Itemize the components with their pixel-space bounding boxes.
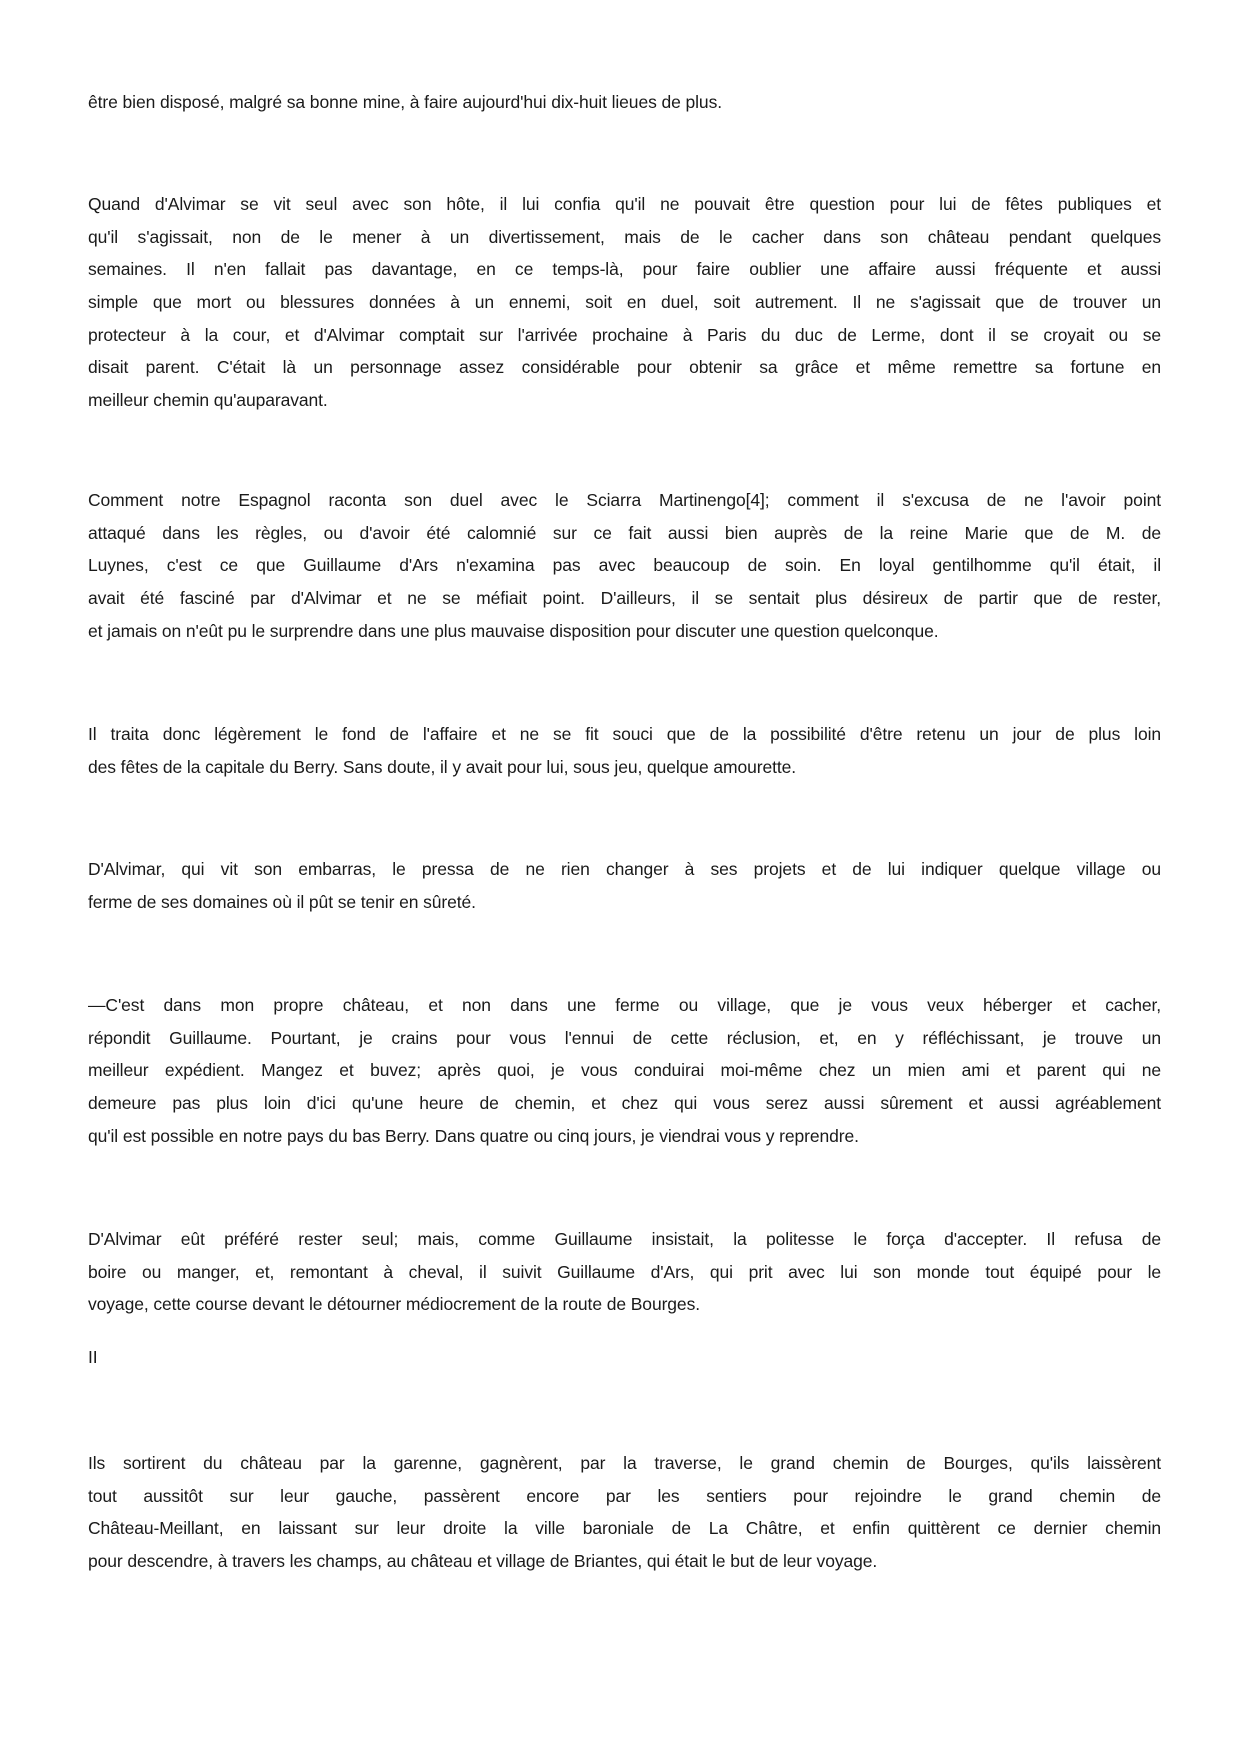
paragraph [88,1223,1161,1321]
text-line: pour descendre, à travers les champs, au château et village de Briantes, qui était le but de leur voyage. [88,1551,878,1572]
paragraph [88,1447,1161,1578]
text-line: Comment notre Espagnol raconta son duel avec le Sciarra Martinengo[4]; comment il s'excusa de ne l'avoir point [88,490,1161,510]
paragraph [88,989,1161,1152]
text-line: Quand d'Alvimar se vit seul avec son hôte, il lui confia qu'il ne pouvait être question pour lui de fêtes publiques et [88,194,1161,214]
text-line: Il traita donc légèrement le fond de l'affaire et ne se fit souci que de la possibilité d'être retenu un jour de plus loin [88,724,1161,744]
text-line: répondit Guillaume. Pourtant, je crains pour vous l'ennui de cette réclusion, et, en y réfléchissant, je trouve un [88,1027,1161,1048]
text-line: être bien disposé, malgré sa bonne mine, à faire aujourd'hui dix-huit lieues de plus. [88,92,722,112]
paragraph [88,188,1161,417]
text-line: semaines. Il n'en fallait pas davantage, en ce temps-là, pour faire oublier une affaire aussi fréquente et aussi [88,259,1161,280]
text-line: avait été fasciné par d'Alvimar et ne se méfiait point. D'ailleurs, il se sentait plus désireux de partir que de rester, [88,588,1161,609]
text-line: Ils sortirent du château par la garenne, gagnèrent, par la traverse, le grand chemin de Bourges, qu'ils laissèrent [88,1453,1161,1473]
text-line: voyage, cette course devant le détourner médiocrement de la route de Bourges. [88,1294,700,1315]
text-line: boire ou manger, et, remontant à cheval, il suivit Guillaume d'Ars, qui prit avec lui son monde tout équipé pour le [88,1261,1161,1282]
text-line: II [88,1347,98,1367]
text-line: D'Alvimar, qui vit son embarras, le pressa de ne rien changer à ses projets et de lui indiquer quelque village ou [88,859,1161,879]
text-line: tout aussitôt sur leur gauche, passèrent encore par les sentiers pour rejoindre le grand chemin de [88,1485,1161,1506]
text-line: —C'est dans mon propre château, et non dans une ferme ou village, que je vous veux héberger et cacher, [88,995,1161,1015]
text-line: meilleur expédient. Mangez et buvez; après quoi, je vous conduirai moi-même chez un mien ami et parent qui ne [88,1060,1161,1081]
text-line: simple que mort ou blessures données à un ennemi, soit en duel, soit autrement. Il ne s'agissait que de trouver un [88,292,1161,313]
text-line: Luynes, c'est ce que Guillaume d'Ars n'examina pas avec beaucoup de soin. En loyal gentilhomme qu'il était, il [88,555,1161,576]
text-line: protecteur à la cour, et d'Alvimar comptait sur l'arrivée prochaine à Paris du duc de Lerme, dont il se croyait ou se [88,324,1161,345]
text-line: ferme de ses domaines où il pût se tenir en sûreté. [88,891,476,912]
paragraph [88,484,1161,647]
chapter-heading [88,1341,1161,1374]
text-line: qu'il s'agissait, non de le mener à un divertissement, mais de le cacher dans son château pendant quelques [88,226,1161,247]
text-line: qu'il est possible en notre pays du bas Berry. Dans quatre ou cinq jours, je viendrai vous y reprendre. [88,1125,859,1146]
text-line: des fêtes de la capitale du Berry. Sans doute, il y avait pour lui, sous jeu, quelque amourette. [88,756,797,777]
paragraph [88,718,1161,783]
text-line: Château-Meillant, en laissant sur leur droite la ville baroniale de La Châtre, et enfin quittèrent ce dernier chemin [88,1518,1161,1539]
text-line: et jamais on n'eût pu le surprendre dans une plus mauvaise disposition pour discuter une question quelconque. [88,620,939,641]
text-line: D'Alvimar eût préféré rester seul; mais, comme Guillaume insistait, la politesse le força d'accepter. Il refusa de [88,1229,1161,1249]
text-line: meilleur chemin qu'auparavant. [88,390,328,411]
text-line: disait parent. C'était là un personnage assez considérable pour obtenir sa grâce et même remettre sa fortune en [88,357,1161,378]
paragraph [88,853,1161,918]
text-line: attaqué dans les règles, ou d'avoir été calomnié sur ce fait aussi bien auprès de la reine Marie que de M. de [88,522,1161,543]
text-line: demeure pas plus loin d'ici qu'une heure de chemin, et chez qui vous serez aussi sûrement et aussi agréablement [88,1093,1161,1114]
paragraph [88,86,1161,119]
